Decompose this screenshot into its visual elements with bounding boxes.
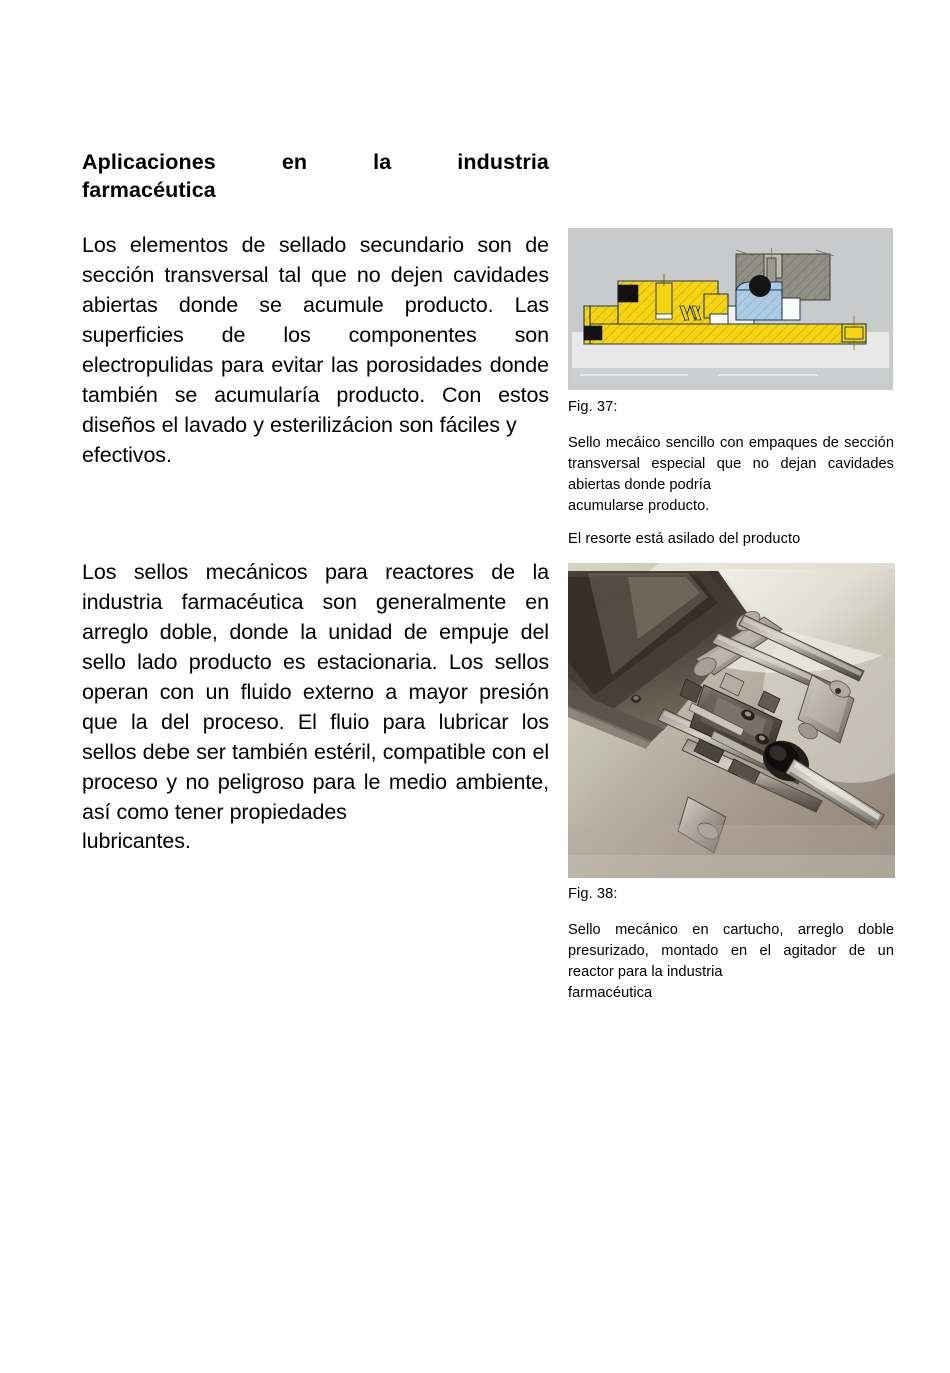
figure-37-caption-tail: acumularse producto. bbox=[568, 498, 710, 515]
paragraph-1 bbox=[82, 231, 549, 471]
caption-spacer bbox=[568, 905, 894, 920]
figure-38-caption bbox=[568, 885, 894, 1004]
paragraph-2-text: Los sellos mecánicos para reactores de la industria farmacéutica son generalmente en arreglo doble, donde la unidad de empuje del sello lado producto es estacionaria. Los sellos operan con un fluido externo a mayor presión que la del proceso. El fluio para lubricar los sellos debe ser también estéril, compatible con el proceso y no peligroso para le medio ambiente, así como tener propiedades bbox=[82, 559, 549, 824]
paragraph-2 bbox=[82, 558, 549, 858]
figure-38-label: Fig. 38: bbox=[568, 886, 618, 902]
figure-37-label: Fig. 37: bbox=[568, 399, 618, 415]
paragraph-1-text: Los elementos de sellado secundario son de sección transversal tal que no dejen cavidades abiertas donde se acumule producto. Las superficies de los componentes son electropulidas para evitar las porosidades donde también se acumularía producto. Con estos diseños el lavado y esterilizácion son fáciles y bbox=[82, 232, 549, 437]
page-title-line-2: farmacéutica bbox=[82, 178, 216, 203]
figure-37-note: El resorte está asilado del producto bbox=[568, 531, 801, 548]
paragraph-2-tail: lubricantes. bbox=[82, 829, 191, 854]
figure-37-caption-text bbox=[568, 433, 894, 518]
paragraph-gap bbox=[82, 471, 549, 558]
page-title bbox=[82, 148, 549, 205]
figure-38-caption-tail: farmacéutica bbox=[568, 985, 653, 1002]
figure-38-caption-head: Sello mecánico en cartucho, arreglo doble presurizado, montado en el agitador de un reactor para la industria bbox=[568, 921, 894, 980]
figure-38-caption-text bbox=[568, 920, 894, 1005]
caption-spacer bbox=[568, 418, 894, 433]
page-title-line-1: Aplicaciones en la industria bbox=[82, 150, 549, 174]
figure-37-caption-head: Sello mecáico sencillo con empaques de sección transversal especial que no dejan cavidades abiertas donde podría bbox=[568, 434, 894, 493]
figure-38-image bbox=[568, 563, 895, 878]
text-column bbox=[82, 148, 549, 857]
figure-37-image bbox=[568, 228, 893, 390]
figure-37-caption bbox=[568, 398, 894, 550]
paragraph-1-tail: efectivos. bbox=[82, 442, 172, 467]
caption-note-spacer bbox=[568, 517, 894, 530]
